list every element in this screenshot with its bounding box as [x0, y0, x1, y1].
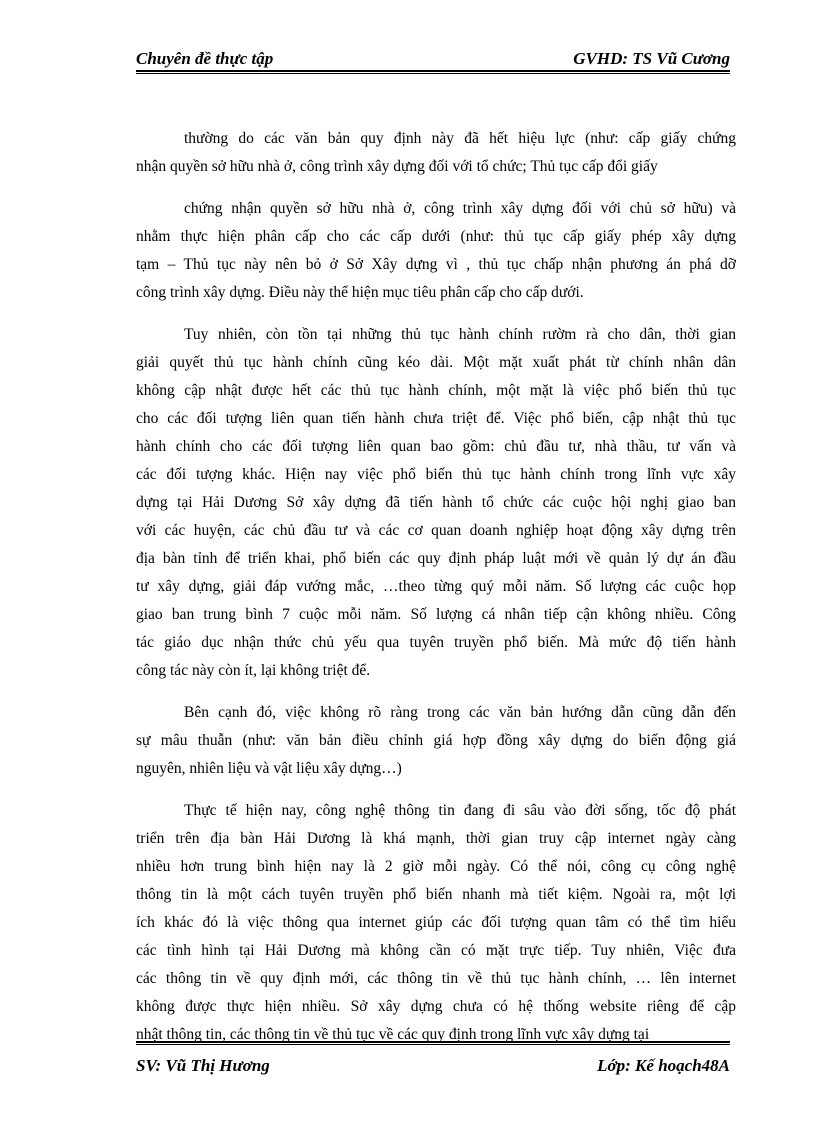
text-line: tạm – Thủ tục này nên bỏ ở Sở Xây dựng vì , thủ tục chấp nhận phương án phá dỡ	[136, 256, 736, 273]
document-body	[136, 125, 736, 1049]
text-line: triển trên địa bàn Hải Dương là khá mạnh, thời gian truy cập internet ngày càng	[136, 830, 736, 847]
text-line: nhật thông tin, các thông tin về thủ tục về các quy định trong lĩnh vực xây dựng tại	[136, 1026, 650, 1043]
header-divider	[136, 70, 730, 74]
text-line: hành chính cho các đối tượng liên quan bao gồm: chủ đầu tư, nhà thầu, tư vấn và	[136, 438, 736, 455]
text-line: các đối tượng khác. Hiện nay việc phổ biến thủ tục hành chính trong lĩnh vực xây	[136, 466, 736, 483]
text-line: không được thực hiện nhiều. Sở xây dựng chưa có hệ thống website riêng để cập	[136, 998, 736, 1015]
text-line: thông tin là một cách tuyên truyền phổ biến nhanh mà tiết kiệm. Ngoài ra, một lợi	[136, 886, 736, 903]
text-line: các thông tin về quy định mới, các thông tin về thủ tục hành chính, … lên internet	[136, 970, 736, 987]
page-header	[136, 48, 730, 72]
footer-class: Lớp: Kế hoạch48A	[597, 1056, 730, 1075]
footer-student: SV: Vũ Thị Hương	[136, 1056, 270, 1075]
text-line: Thực tế hiện nay, công nghệ thông tin đang đi sâu vào đời sống, tốc độ phát	[184, 802, 736, 819]
paragraph	[136, 797, 736, 1049]
text-line: công tác này còn ít, lại không triệt để.	[136, 662, 371, 679]
text-line: chứng nhận quyền sở hữu nhà ở, công trình xây dựng đối với chủ sở hữu) và	[184, 200, 736, 217]
text-line: các tình hình tại Hải Dương mà không cần có mặt trực tiếp. Tuy nhiên, Việc đưa	[136, 942, 736, 959]
text-line: dựng tại Hải Dương Sở xây dựng đã tiến hành tổ chức các cuộc hội nghị giao ban	[136, 494, 736, 511]
text-line: không cập nhật được hết các thủ tục hành chính, một mặt là việc phổ biến thủ tục	[136, 382, 736, 399]
header-title: Chuyên đề thực tập	[136, 49, 274, 68]
text-line: ích khác đó là việc thông qua internet giúp các đối tượng quan tâm có thể tìm hiểu	[136, 914, 736, 931]
text-line: nhằm thực hiện phân cấp cho các cấp dưới (như: thủ tục cấp giấy phép xây dựng	[136, 228, 736, 245]
text-line: công trình xây dựng. Điều này thể hiện mục tiêu phân cấp cho cấp dưới.	[136, 284, 584, 301]
text-line: với các huyện, các chủ đầu tư và các cơ quan doanh nghiệp hoạt động xây dựng trên	[136, 522, 736, 539]
text-line: tư xây dựng, giải đáp vướng mắc, …theo từng quý mỗi năm. Số lượng các cuộc họp	[136, 578, 736, 595]
text-line: Bên cạnh đó, việc không rõ ràng trong các văn bản hướng dẫn cũng dẫn đến	[184, 704, 736, 721]
paragraph	[136, 321, 736, 685]
text-line: giao ban trung bình 7 cuộc mỗi năm. Số lượng cá nhân tiếp cận không nhiều. Công	[136, 606, 736, 623]
paragraph	[136, 699, 736, 783]
text-line: giải quyết thủ tục hành chính cũng kéo dài. Một mặt xuất phát từ chính nhân dân	[136, 354, 736, 371]
text-line: nhận quyền sở hữu nhà ở, công trình xây dựng đối với tổ chức; Thủ tục cấp đổi giấy	[136, 158, 658, 175]
text-line: tác giáo dục nhận thức chủ yếu qua tuyên truyền phổ biến. Mà mức độ tiến hành	[136, 634, 736, 651]
page-footer	[136, 1055, 730, 1079]
text-line: sự mâu thuẫn (như: văn bản điều chỉnh giá hợp đồng xây dựng do biến động giá	[136, 732, 736, 749]
text-line: nhiều hơn trung bình hiện nay là 2 giờ mỗi ngày. Có thể nói, công cụ công nghệ	[136, 858, 736, 875]
paragraph	[136, 195, 736, 307]
text-line: nguyên, nhiên liệu và vật liệu xây dựng…)	[136, 760, 402, 777]
text-line: địa bàn tỉnh để triển khai, phổ biến các quy định pháp luật mới về quản lý dự án đầu	[136, 550, 736, 567]
text-line: cho các đối tượng liên quan tiến hành chưa triệt để. Việc phổ biến, cập nhật thủ tục	[136, 410, 736, 427]
footer-divider	[136, 1041, 730, 1045]
text-line: Tuy nhiên, còn tồn tại những thủ tục hành chính rườm rà cho dân, thời gian	[184, 326, 736, 343]
text-line: thường do các văn bản quy định này đã hết hiệu lực (như: cấp giấy chứng	[184, 130, 736, 147]
paragraph	[136, 125, 736, 181]
header-advisor: GVHD: TS Vũ Cương	[573, 49, 730, 68]
